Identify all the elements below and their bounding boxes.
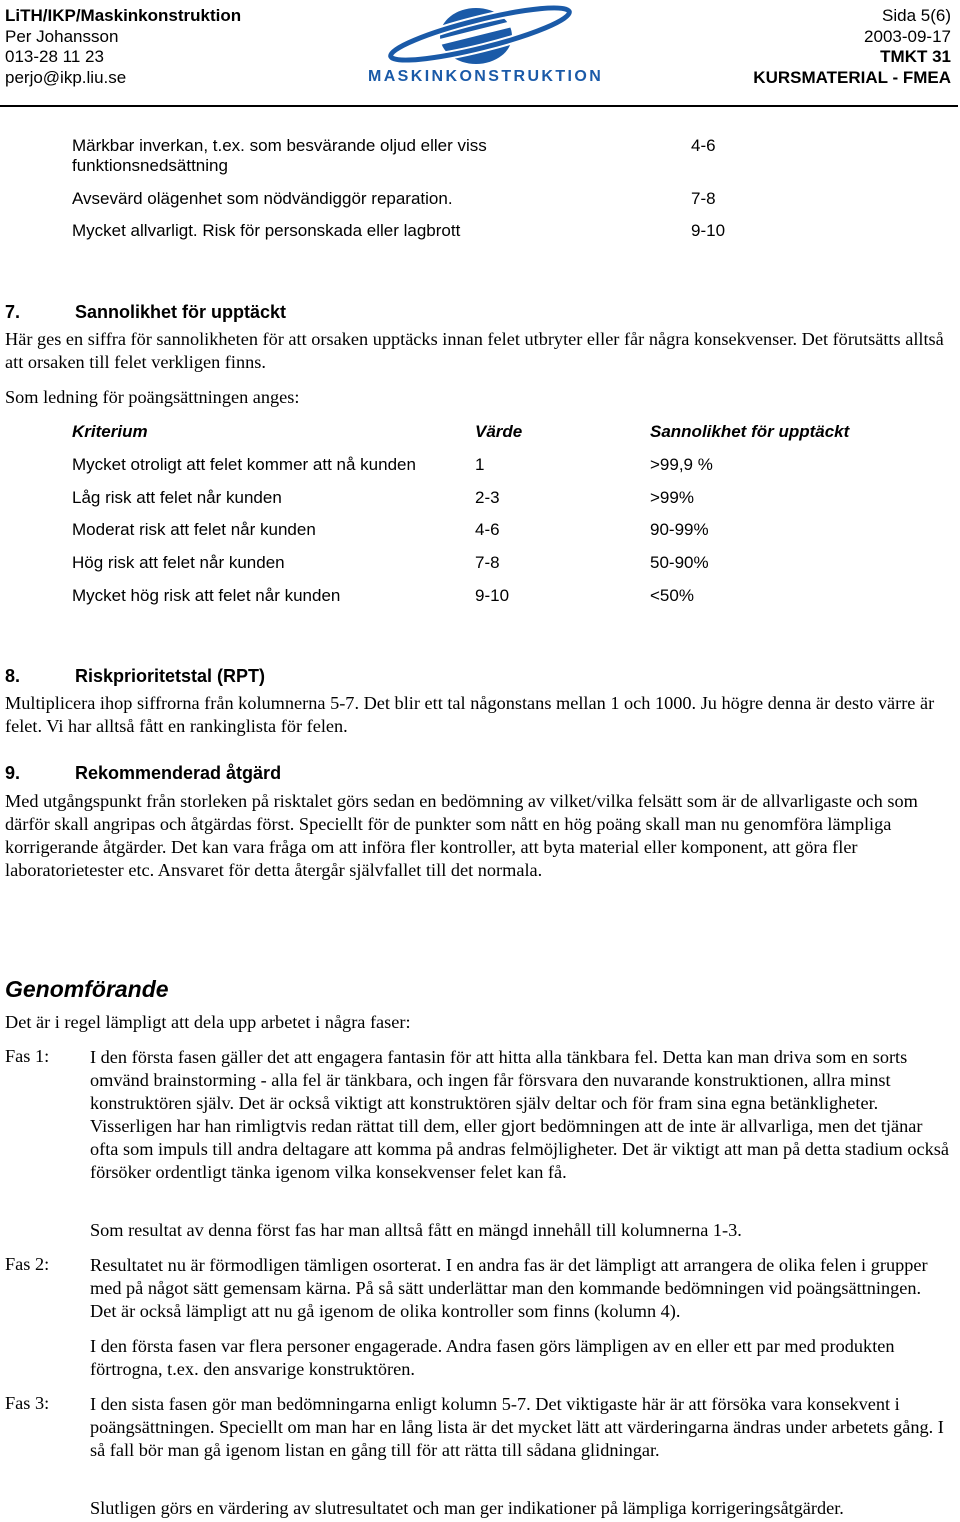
table-row-4-value: 7-8 xyxy=(475,553,500,572)
header-left xyxy=(5,6,241,88)
table-row-5-value: 9-10 xyxy=(475,586,510,605)
severity-row-3-value: 9-10 xyxy=(691,221,726,240)
section-7-number: 7. xyxy=(5,302,21,322)
phase-3-paragraph-2: Slutligen görs en värdering av slutresultatet och man ger indikationer på lämpliga korrigeringsåtgärder. xyxy=(90,1498,844,1518)
phase-3-paragraph-1: I den sista fasen gör man bedömningarna enligt kolumn 5-7. Det viktigaste här är att försöka vara konsekvent i poängsättningen. Speciellt om man har en lång lista är det mycket lätt att värderingarna ändras under arbetets gång. I så fall bör man gå igenom listan en gång till för att rätta till sådana glidningar. xyxy=(90,1394,944,1460)
table-row-1-probability: >99,9 % xyxy=(650,455,713,474)
header-divider xyxy=(0,105,958,107)
logo xyxy=(368,4,604,88)
header-department: LiTH/IKP/Maskinkonstruktion xyxy=(5,6,242,25)
table-row-1-value: 1 xyxy=(475,455,485,474)
genomforande-heading: Genomförande xyxy=(5,976,169,1002)
table-header-criterion: Kriterium xyxy=(72,422,148,441)
table-row-1-criterion: Mycket otroligt att felet kommer att nå kunden xyxy=(72,455,416,474)
table-row-3-probability: 90-99% xyxy=(650,520,709,539)
planet-ring-logo-icon xyxy=(368,4,592,68)
phase-1-label: Fas 1: xyxy=(5,1046,50,1066)
section-7-lead: Som ledning för poängsättningen anges: xyxy=(5,387,300,407)
header-email[interactable]: perjo@ikp.liu.se xyxy=(5,67,127,87)
phase-1-paragraph-1: I den första fasen gäller det att engagera fantasin för att hitta alla tänkbara fel. Detta kan man driva som en sorts omvänd brainstorming - alla fel är tänkbara, och ingen får försvara den nuvarande konstruktionen, allra minst konstruktören själv. Det är också viktigt att konstruktören själv deltar och för fram sina egna betänkligheter. Visserligen har han rimligtvis redan rättat till dem, eller gjort bedömningen att de inte är allvarliga, men det tjänar ofta som impuls till andra deltagare att komma på andras felmöjligheter. Det är viktigt att man på detta stadium också försöker ordentligt tänka igenom vilka konsekvenser felet kan få. xyxy=(90,1047,949,1182)
section-9-number: 9. xyxy=(5,763,21,783)
header-course-code: TMKT 31 xyxy=(880,47,951,66)
header-page-number: Sida 5(6) xyxy=(882,6,951,25)
phase-1-paragraph-2: Som resultat av denna först fas har man alltså fått en mängd innehåll till kolumnerna 1-3. xyxy=(90,1220,742,1240)
table-header-value: Värde xyxy=(475,422,523,441)
header-author: Per Johansson xyxy=(5,26,119,46)
severity-row-1-text-line2: funktionsnedsättning xyxy=(72,156,228,175)
section-8-number: 8. xyxy=(5,666,21,686)
phase-3-label: Fas 3: xyxy=(5,1393,50,1413)
table-row-2-probability: >99% xyxy=(650,488,694,507)
severity-row-2-text: Avsevärd olägenhet som nödvändiggör reparation. xyxy=(72,189,453,208)
table-header-probability: Sannolikhet för upptäckt xyxy=(650,422,850,441)
section-9-title: Rekommenderad åtgärd xyxy=(75,763,282,783)
page-header xyxy=(0,0,960,108)
header-phone: 013-28 11 23 xyxy=(5,47,104,66)
severity-row-1-text-line1: Märkbar inverkan, t.ex. som besvärande oljud eller viss xyxy=(72,136,487,155)
section-7-paragraph: Här ges en siffra för sannolikheten för att orsaken upptäcks innan felet utbryter eller får några konsekvenser. Det förutsätts alltså att orsaken till felet verkligen finns. xyxy=(5,329,944,372)
table-row-2-criterion: Låg risk att felet når kunden xyxy=(72,488,282,507)
table-row-5-criterion: Mycket hög risk att felet når kunden xyxy=(72,586,341,605)
section-8-title: Riskprioritetstal (RPT) xyxy=(75,666,266,686)
table-row-5-probability: <50% xyxy=(650,586,694,605)
table-row-3-value: 4-6 xyxy=(475,520,500,539)
phase-2-label: Fas 2: xyxy=(5,1254,50,1274)
genomforande-intro: Det är i regel lämpligt att dela upp arbetet i några faser: xyxy=(5,1012,411,1032)
section-8-paragraph: Multiplicera ihop siffrorna från kolumnerna 5-7. Det blir ett tal någonstans mellan 1 och 1000. Ju högre denna är desto värre är felet. Vi har alltså fått en rankinglista för felen. xyxy=(5,693,935,736)
section-9-paragraph: Med utgångspunkt från storleken på risktalet görs sedan en bedömning av vilket/vilka felsätt som är de allvarligaste och som därför skall angripas och åtgärdas först. Speciellt för de punkter som nått en hög poäng skall man nu genomföra lämpliga korrigerande åtgärder. Det kan vara fråga om att införa fler kontroller, att byta material eller komponent, att göra fler laboratorietester etc. Ansvaret för detta återgår självfallet till det normala. xyxy=(5,791,918,880)
table-row-4-probability: 50-90% xyxy=(650,553,709,572)
table-row-2-value: 2-3 xyxy=(475,488,500,507)
header-date: 2003-09-17 xyxy=(864,26,951,46)
phase-2-paragraph-2: I den första fasen var flera personer engagerade. Andra fasen görs lämpligen av en eller ett par med produkten förtrogna, t.ex. den ansvarige konstruktören. xyxy=(90,1336,895,1379)
section-7-title: Sannolikhet för upptäckt xyxy=(75,302,287,322)
table-row-3-criterion: Moderat risk att felet når kunden xyxy=(72,520,316,539)
header-material: KURSMATERIAL - FMEA xyxy=(753,67,951,87)
logo-text: MASKINKONSTRUKTION xyxy=(368,68,604,85)
severity-row-1-value: 4-6 xyxy=(691,136,716,155)
header-right xyxy=(753,6,951,88)
severity-row-3-text: Mycket allvarligt. Risk för personskada eller lagbrott xyxy=(72,221,461,240)
table-row-4-criterion: Hög risk att felet når kunden xyxy=(72,553,285,572)
severity-row-2-value: 7-8 xyxy=(691,189,716,208)
phase-2-paragraph-1: Resultatet nu är förmodligen tämligen osorterat. I en andra fas är det lämpligt att arrangera de olika felen i grupper med på något sätt gemensam kärna. På så sätt underlättar man den kommande bedömningen vid poängsättningen. Det är också lämpligt att nu gå igenom de olika kontroller som finns (kolumn 4). xyxy=(90,1255,928,1321)
